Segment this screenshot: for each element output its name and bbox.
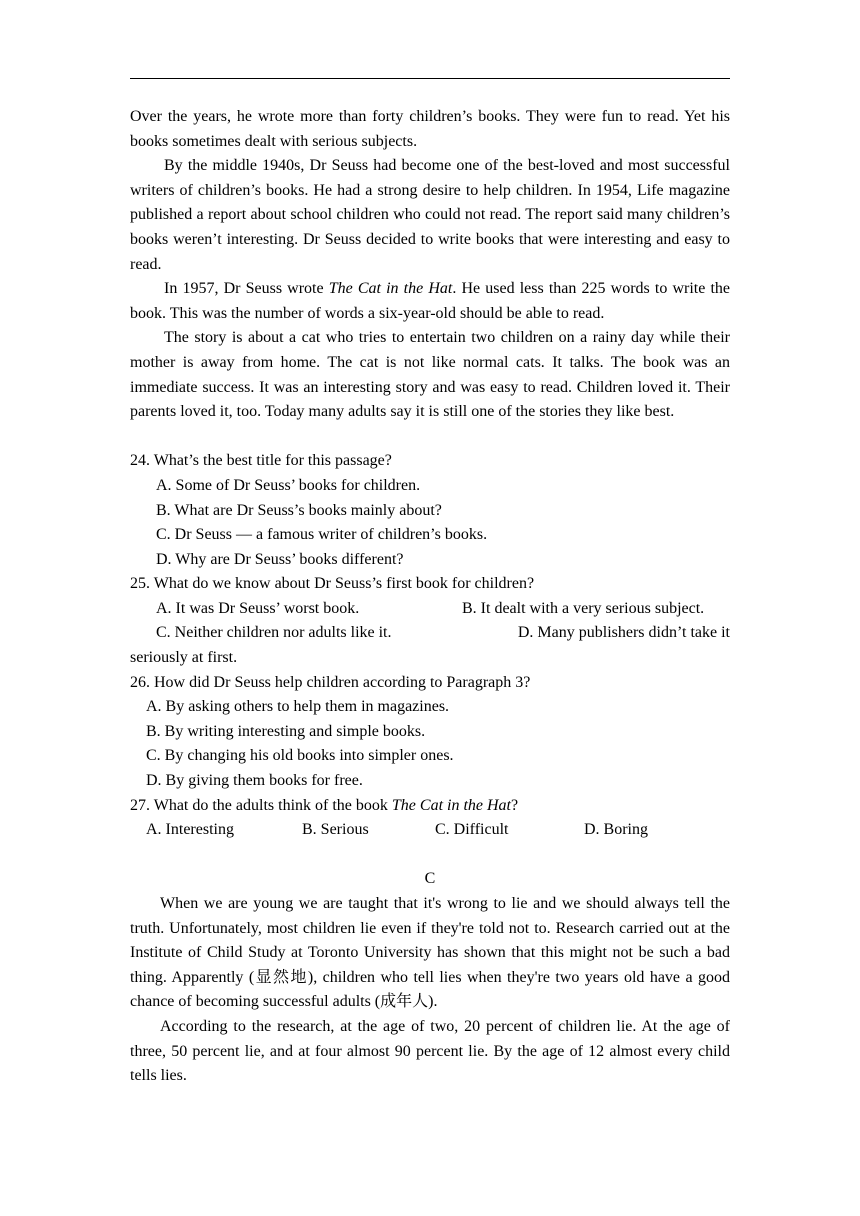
- question-27-stem-text: 27. What do the adults think of the book: [130, 796, 392, 814]
- question-26-option-a: A. By asking others to help them in magazines.: [146, 698, 450, 716]
- passage-b-paragraph-2: By the middle 1940s, Dr Seuss had become one of the best-loved and most successful writers of children’s books. He had a strong desire to help children. In 1954, Life magazine published a report about school children who could not read. The report said many children’s books weren’t interesting. Dr Seuss decided to write books that were interesting and easy to read.: [130, 157, 730, 273]
- book-title: The Cat in the Hat: [328, 280, 453, 298]
- question-27-options-row: [130, 818, 730, 843]
- paragraph-3-text-start: In 1957, Dr Seuss wrote: [164, 280, 329, 298]
- passage-c-paragraph-2: According to the research, at the age of two, 20 percent of children lie. At the age of three, 50 percent lie, and at four almost 90 percent lie. By the age of 12 almost every child tells lies.: [130, 1017, 730, 1085]
- question-24-stem: 24. What’s the best title for this passage?: [130, 452, 392, 470]
- question-27-option-b: B. Serious: [302, 821, 369, 839]
- question-26-option-c: C. By changing his old books into simpler ones.: [146, 747, 454, 765]
- question-27-option-c: C. Difficult: [435, 821, 509, 839]
- question-27-option-d: D. Boring: [584, 821, 648, 839]
- question-25-options-row-1: [130, 597, 730, 622]
- paragraph-3-text-end: . He used less than 225 words to write the book. This was the number of words a six-year-old should be able to read.: [130, 280, 731, 322]
- question-26-stem: 26. How did Dr Seuss help children according to Paragraph 3?: [130, 673, 531, 691]
- passage-b-paragraph-4: The story is about a cat who tries to entertain two children on a rainy day while their mother is away from home. The cat is not like normal cats. It talks. The book was an immediate success. It was an interesting story and was easy to read. Children loved it. Their parents loved it, too. Today many adults say it is still one of the stories they like best.: [130, 329, 730, 421]
- question-25-options-row-2: [130, 621, 730, 646]
- question-25-option-d: D. Many publishers didn’t take it: [517, 624, 730, 642]
- question-27-stem-end: ?: [511, 796, 519, 814]
- question-24-option-c: C. Dr Seuss — a famous writer of children’s books.: [156, 526, 488, 544]
- passage-b-paragraph-1: Over the years, he wrote more than forty children’s books. They were fun to read. Yet his books sometimes dealt with serious subjects.: [130, 108, 730, 150]
- question-26-option-d: D. By giving them books for free.: [146, 772, 363, 790]
- spacer: [130, 843, 730, 868]
- spacer: [130, 425, 730, 450]
- question-25-option-c: C. Neither children nor adults like it.: [156, 624, 392, 642]
- passage-b-paragraph-3: [130, 277, 730, 326]
- header-rule: [130, 78, 730, 79]
- question-27-stem: [130, 794, 730, 819]
- question-24-option-d: D. Why are Dr Seuss’ books different?: [156, 550, 404, 568]
- question-25-stem: 25. What do we know about Dr Seuss’s first book for children?: [130, 575, 535, 593]
- question-26-option-b: B. By writing interesting and simple books.: [146, 722, 426, 740]
- question-24-option-a: A. Some of Dr Seuss’ books for children.: [156, 476, 421, 494]
- question-27-option-a: A. Interesting: [146, 821, 234, 839]
- question-24-option-b: B. What are Dr Seuss’s books mainly about?: [156, 501, 442, 519]
- question-25-option-d-continued: seriously at first.: [130, 649, 238, 667]
- question-25-option-a: A. It was Dr Seuss’ worst book.: [156, 599, 360, 617]
- document-page: [130, 105, 730, 1089]
- passage-c-paragraph-1: When we are young we are taught that it's wrong to lie and we should always tell the truth. Unfortunately, most children lie even if they're told not to. Research carried out at the Institute of Child Study at Toronto University has shown that this might not be such a bad thing. Apparently (显然地), children who tell lies when they're two years old have a good chance of becoming successful adults (成年人).: [130, 895, 730, 1011]
- question-25-option-b: B. It dealt with a very serious subject.: [462, 599, 705, 617]
- question-27-book-title: The Cat in the Hat: [391, 796, 511, 814]
- passage-c-heading: C: [424, 870, 436, 888]
